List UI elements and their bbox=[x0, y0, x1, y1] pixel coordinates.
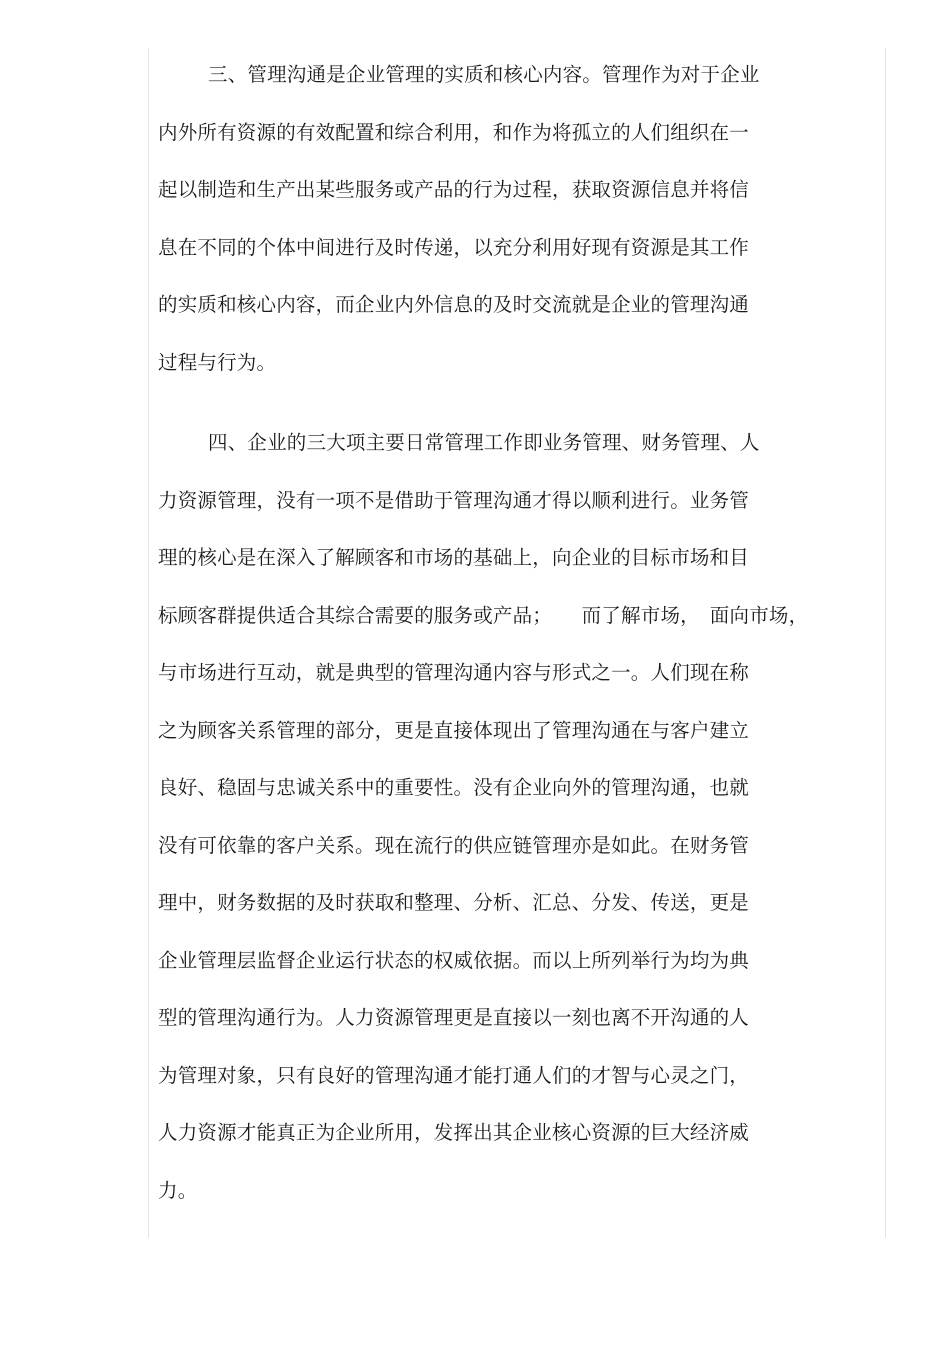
paragraph-gap bbox=[158, 397, 878, 420]
text-line: 力资源管理，没有一项不是借助于管理沟通才得以顺利进行。业务管 bbox=[158, 488, 750, 512]
text-line: 标顾客群提供适合其综合需要的服务或产品； 而了解市场， 面向市场， bbox=[158, 603, 809, 627]
text-line: 良好、稳固与忠诚关系中的重要性。没有企业向外的管理沟通，也就 bbox=[158, 776, 750, 799]
text-line: 息在不同的个体中间进行及时传递，以充分利用好现有资源是其工作 bbox=[158, 235, 750, 259]
text-line: 企业管理层监督企业运行状态的权威依据。而以上所列举行为均为典 bbox=[158, 948, 750, 972]
text-line: 为管理对象，只有良好的管理沟通才能打通人们的才智与心灵之门， bbox=[158, 1063, 750, 1087]
text-line: 过程与行为。 bbox=[158, 350, 277, 374]
text-line: 型的管理沟通行为。人力资源管理更是直接以一刻也离不开沟通的人 bbox=[158, 1006, 750, 1029]
text-line: 内外所有资源的有效配置和综合利用，和作为将孤立的人们组织在一 bbox=[158, 120, 750, 144]
paragraph-four bbox=[158, 420, 878, 1225]
text-line: 三、管理沟通是企业管理的实质和核心内容。管理作为对于企业 bbox=[208, 63, 760, 86]
text-line: 人力资源才能真正为企业所用，发挥出其企业核心资源的巨大经济威 bbox=[158, 1121, 750, 1144]
text-line: 理的核心是在深入了解顾客和市场的基础上，向企业的目标市场和目 bbox=[158, 546, 750, 569]
paragraph-three bbox=[158, 52, 878, 397]
text-line: 的实质和核心内容，而企业内外信息的及时交流就是企业的管理沟通 bbox=[158, 293, 750, 316]
text-line: 理中，财务数据的及时获取和整理、分析、汇总、分发、传送，更是 bbox=[158, 891, 750, 914]
text-line: 之为顾客关系管理的部分，更是直接体现出了管理沟通在与客户建立 bbox=[158, 718, 750, 742]
text-line: 没有可依靠的客户关系。现在流行的供应链管理亦是如此。在财务管 bbox=[158, 833, 750, 857]
document-body bbox=[158, 52, 878, 1225]
text-line: 力。 bbox=[158, 1178, 198, 1202]
text-line: 与市场进行互动，就是典型的管理沟通内容与形式之一。人们现在称 bbox=[158, 661, 750, 684]
text-line: 四、企业的三大项主要日常管理工作即业务管理、财务管理、人 bbox=[208, 431, 760, 454]
text-line: 起以制造和生产出某些服务或产品的行为过程，获取资源信息并将信 bbox=[158, 178, 750, 201]
